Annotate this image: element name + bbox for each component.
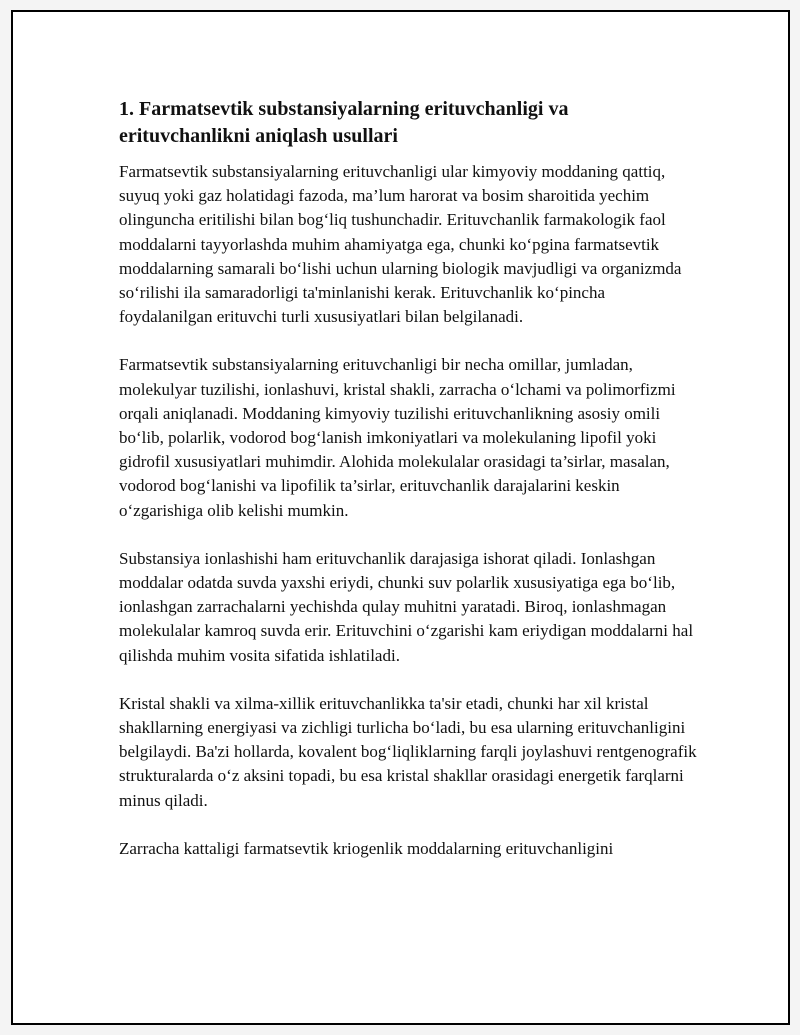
paragraph-3: Substansiya ionlashishi ham erituvchanlik darajasiga ishorat qiladi. Ionlashgan moddalar odatda suvda yaxshi eriydi, chunki suv polarlik xususiyatiga ega bo‘lib, ionlashgan zarrachalarni yechishda qulay muhitni yaratadi. Biroq, ionlashmagan molekulalar kamroq suvda erir. Erituvchini o‘zgarishi kam eriydigan moddalarni hal qilishda muhim vosita sifatida ishlatiladi. xyxy=(119,548,694,665)
paragraph-5: Zarracha kattaligi farmatsevtik kriogenlik moddalarning erituvchanligini xyxy=(119,838,614,858)
document-page xyxy=(11,10,790,1025)
document-body xyxy=(119,96,699,885)
paragraph-1: Farmatsevtik substansiyalarning erituvchanligi ular kimyoviy moddaning qattiq, suyuq yoki gaz holatidagi fazoda, ma’lum harorat va bosim sharoitida yechim olinguncha eritilishi bilan bog‘liq tushunchadir. Erituvchanlik farmakologik faol moddalarni tayyorlashda muhim ahamiyatga ega, chunki ko‘pgina farmatsevtik moddalarning samarali bo‘lishi uchun ularning biologik mavjudligi va organizmda so‘rilishi ila samaradorligi ta'minlanishi kerak. Erituvchanlik ko‘pincha foydalanilgan erituvchi turli xususiyatlari bilan belgilanadi. xyxy=(119,162,682,327)
paragraph-4: Kristal shakli va xilma-xillik erituvchanlikka ta'sir etadi, chunki har xil kristal shakllarning energiyasi va zichligi turlicha bo‘ladi, bu esa ularning erituvchanligini belgilaydi. Ba'zi hollarda, kovalent bog‘liqliklarning farqli joylashuvi rentgenografik strukturalarda o‘z aksini topadi, bu esa kristal shakllar orasidagi energetik farqlarni minus qiladi. xyxy=(119,693,697,810)
section-heading: 1. Farmatsevtik substansiyalarning erituvchanligi va erituvchanlikni aniqlash usullari xyxy=(119,98,569,147)
paragraph-2: Farmatsevtik substansiyalarning erituvchanligi bir necha omillar, jumladan, molekulyar tuzilishi, ionlashuvi, kristal shakli, zarracha o‘lchami va polimorfizmi orqali aniqlanadi. Moddaning kimyoviy tuzilishi erituvchanlikning asosiy omili bo‘lib, polarlik, vodorod bog‘lanish imkoniyatlari va molekulaning lipofil yoki gidrofil xususiyatlari muhimdir. Alohida molekulalar orasidagi ta’sirlar, masalan, vodorod bog‘lanishi va lipofilik ta’sirlar, erituvchanlik darajalarini keskin o‘zgarishiga olib kelishi mumkin. xyxy=(119,355,676,520)
